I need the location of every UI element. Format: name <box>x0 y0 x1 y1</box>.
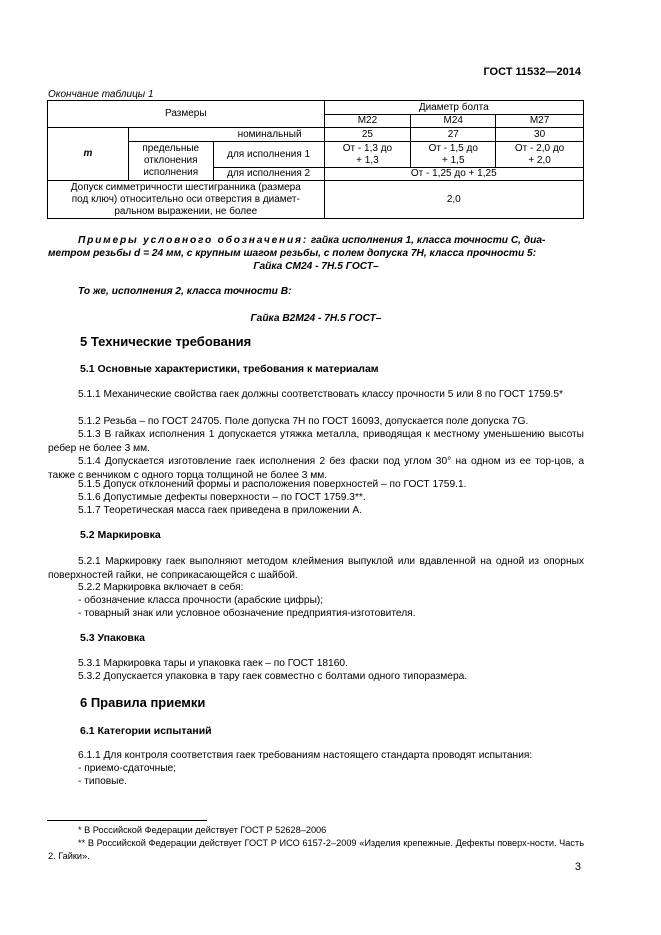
col-m27: М27 <box>496 115 584 128</box>
examples-same: То же, исполнения 2, класса точности В: <box>78 286 292 297</box>
examples-line1-rest: гайка исполнения 1, класса точности С, диа- <box>308 235 546 246</box>
symmetry-tolerance-label <box>48 181 325 219</box>
para-5-2-1: 5.2.1 Маркировку гаек выполняют методом клеймения выпуклой или вдавленной на одной из опорных поверхностей гайки, не соприкасающейся с шайбой. <box>48 556 584 581</box>
section-5-2-title: 5.2 Маркировка <box>80 529 161 541</box>
document-header: ГОСТ 11532—2014 <box>483 66 581 78</box>
section-5-3-title: 5.3 Упаковка <box>80 632 145 644</box>
nominal-m27: 30 <box>496 128 584 142</box>
para-5-1-3: 5.1.3 В гайках исполнения 1 допускается утяжка металла, приводящая к местному уменьшению высоты ребер не более 3 мм. <box>48 429 584 454</box>
dimensions-table <box>47 100 584 219</box>
para-5-2-2-a: - обозначение класса прочности (арабские цифры); <box>78 595 324 606</box>
para-5-1-7: 5.1.7 Теоретическая масса гаек приведена в приложении А. <box>78 505 363 516</box>
col-m24: М24 <box>411 115 496 128</box>
deviation-label-1: предельные <box>142 143 200 154</box>
exec2-value: От - 1,25 до + 1,25 <box>324 168 583 181</box>
exec1-m27 <box>496 142 584 168</box>
section-6-1-title: 6.1 Категории испытаний <box>80 725 212 737</box>
exec1-m24 <box>411 142 496 168</box>
footnote-separator <box>47 820 207 821</box>
footnote-1: * В Российской Федерации действует ГОСТ Р 52628–2006 <box>78 825 327 835</box>
para-5-1-1: 5.1.1 Механические свойства гаек должны соответствовать классу прочности 5 или 8 по ГОСТ 1759.5* <box>78 389 563 400</box>
para-5-2-2: 5.2.2 Маркировка включает в себя: <box>78 582 244 593</box>
page-number: 3 <box>574 861 581 873</box>
exec1-m27-line2: + 2,0 <box>528 154 551 166</box>
m-label: m <box>48 128 129 181</box>
examples-line3: Гайка СМ24 - 7Н.5 ГОСТ– <box>253 261 379 272</box>
symmetry-line-1: Допуск симметричности шестигранника (размера <box>70 181 301 193</box>
symmetry-tolerance-value: 2,0 <box>324 181 583 219</box>
nominal-label: номинальный <box>128 128 324 142</box>
footnote-2: ** В Российской Федерации действует ГОСТ Р ИСО 6157-2–2009 «Изделия крепежные. Дефекты поверх-ности. Часть 2. Гайки». <box>48 838 584 861</box>
deviation-label-2: отклонения <box>143 155 198 166</box>
para-5-1-6: 5.1.6 Допустимые дефекты поверхности – по ГОСТ 1759.3**. <box>78 492 366 503</box>
para-6-1-1: 6.1.1 Для контроля соответствия гаек требованиям настоящего стандарта проводят испытания: <box>78 750 533 761</box>
para-5-1-5: 5.1.5 Допуск отклонений формы и расположения поверхностей – по ГОСТ 1759.1. <box>78 479 467 490</box>
deviation-label <box>128 142 213 181</box>
col-m22: М22 <box>324 115 411 128</box>
para-6-1-1-a: - приемо-сдаточные; <box>78 763 177 774</box>
examples-intro: Примеры условного обозначения: <box>78 235 309 246</box>
section-6-title: 6 Правила приемки <box>80 695 206 710</box>
exec1-label: для исполнения 1 <box>213 142 324 168</box>
exec1-m22 <box>324 142 411 168</box>
exec1-m24-line1: От - 1,5 до <box>428 142 478 154</box>
exec1-m24-line2: + 1,5 <box>441 154 465 166</box>
para-5-3-1: 5.3.1 Маркировка тары и упаковка гаек – по ГОСТ 18160. <box>78 658 348 669</box>
examples-line2: метром резьбы d = 24 мм, с крупным шагом резьбы, с полем допуска 7Н, класса прочности 5: <box>48 248 537 259</box>
symmetry-line-3: ральном выражении, не более <box>114 205 258 217</box>
para-5-1-4: 5.1.4 Допускается изготовление гаек исполнения 2 без фаски под углом 30° на одном из ее тор-цов, а также с венчиком с одного торца толщиной не более 3 мм. <box>48 456 584 481</box>
header-dimensions: Размеры <box>48 101 325 128</box>
para-5-3-2: 5.3.2 Допускается упаковка в тару гаек совместно с болтами одного типоразмера. <box>78 671 468 682</box>
para-5-2-2-b: - товарный знак или условное обозначение предприятия-изготовителя. <box>78 608 416 619</box>
exec1-m22-line2: + 1,3 <box>356 154 379 166</box>
deviation-label-3: исполнения <box>143 167 199 178</box>
exec1-m22-line1: От - 1,3 до <box>342 142 393 154</box>
exec2-label: для исполнения 2 <box>213 168 324 181</box>
para-6-1-1-b: - типовые. <box>78 776 127 787</box>
examples-line1 <box>48 234 584 248</box>
symmetry-line-2: под ключ) относительно оси отверстия в диамет- <box>71 193 300 205</box>
section-5-1-title: 5.1 Основные характеристики, требования к материалам <box>80 363 379 375</box>
header-bolt-diameter: Диаметр болта <box>324 101 583 115</box>
table-caption: Окончание таблицы 1 <box>48 89 154 100</box>
nominal-m22: 25 <box>324 128 411 142</box>
exec1-m27-line1: От - 2,0 до <box>514 142 565 154</box>
para-5-1-2: 5.1.2 Резьба – по ГОСТ 24705. Поле допуска 7Н по ГОСТ 16093, допускается поле допуска 7G. <box>78 416 529 427</box>
nominal-m24: 27 <box>411 128 496 142</box>
examples-line4: Гайка В2М24 - 7Н.5 ГОСТ– <box>250 313 382 324</box>
section-5-title: 5 Технические требования <box>80 334 252 349</box>
